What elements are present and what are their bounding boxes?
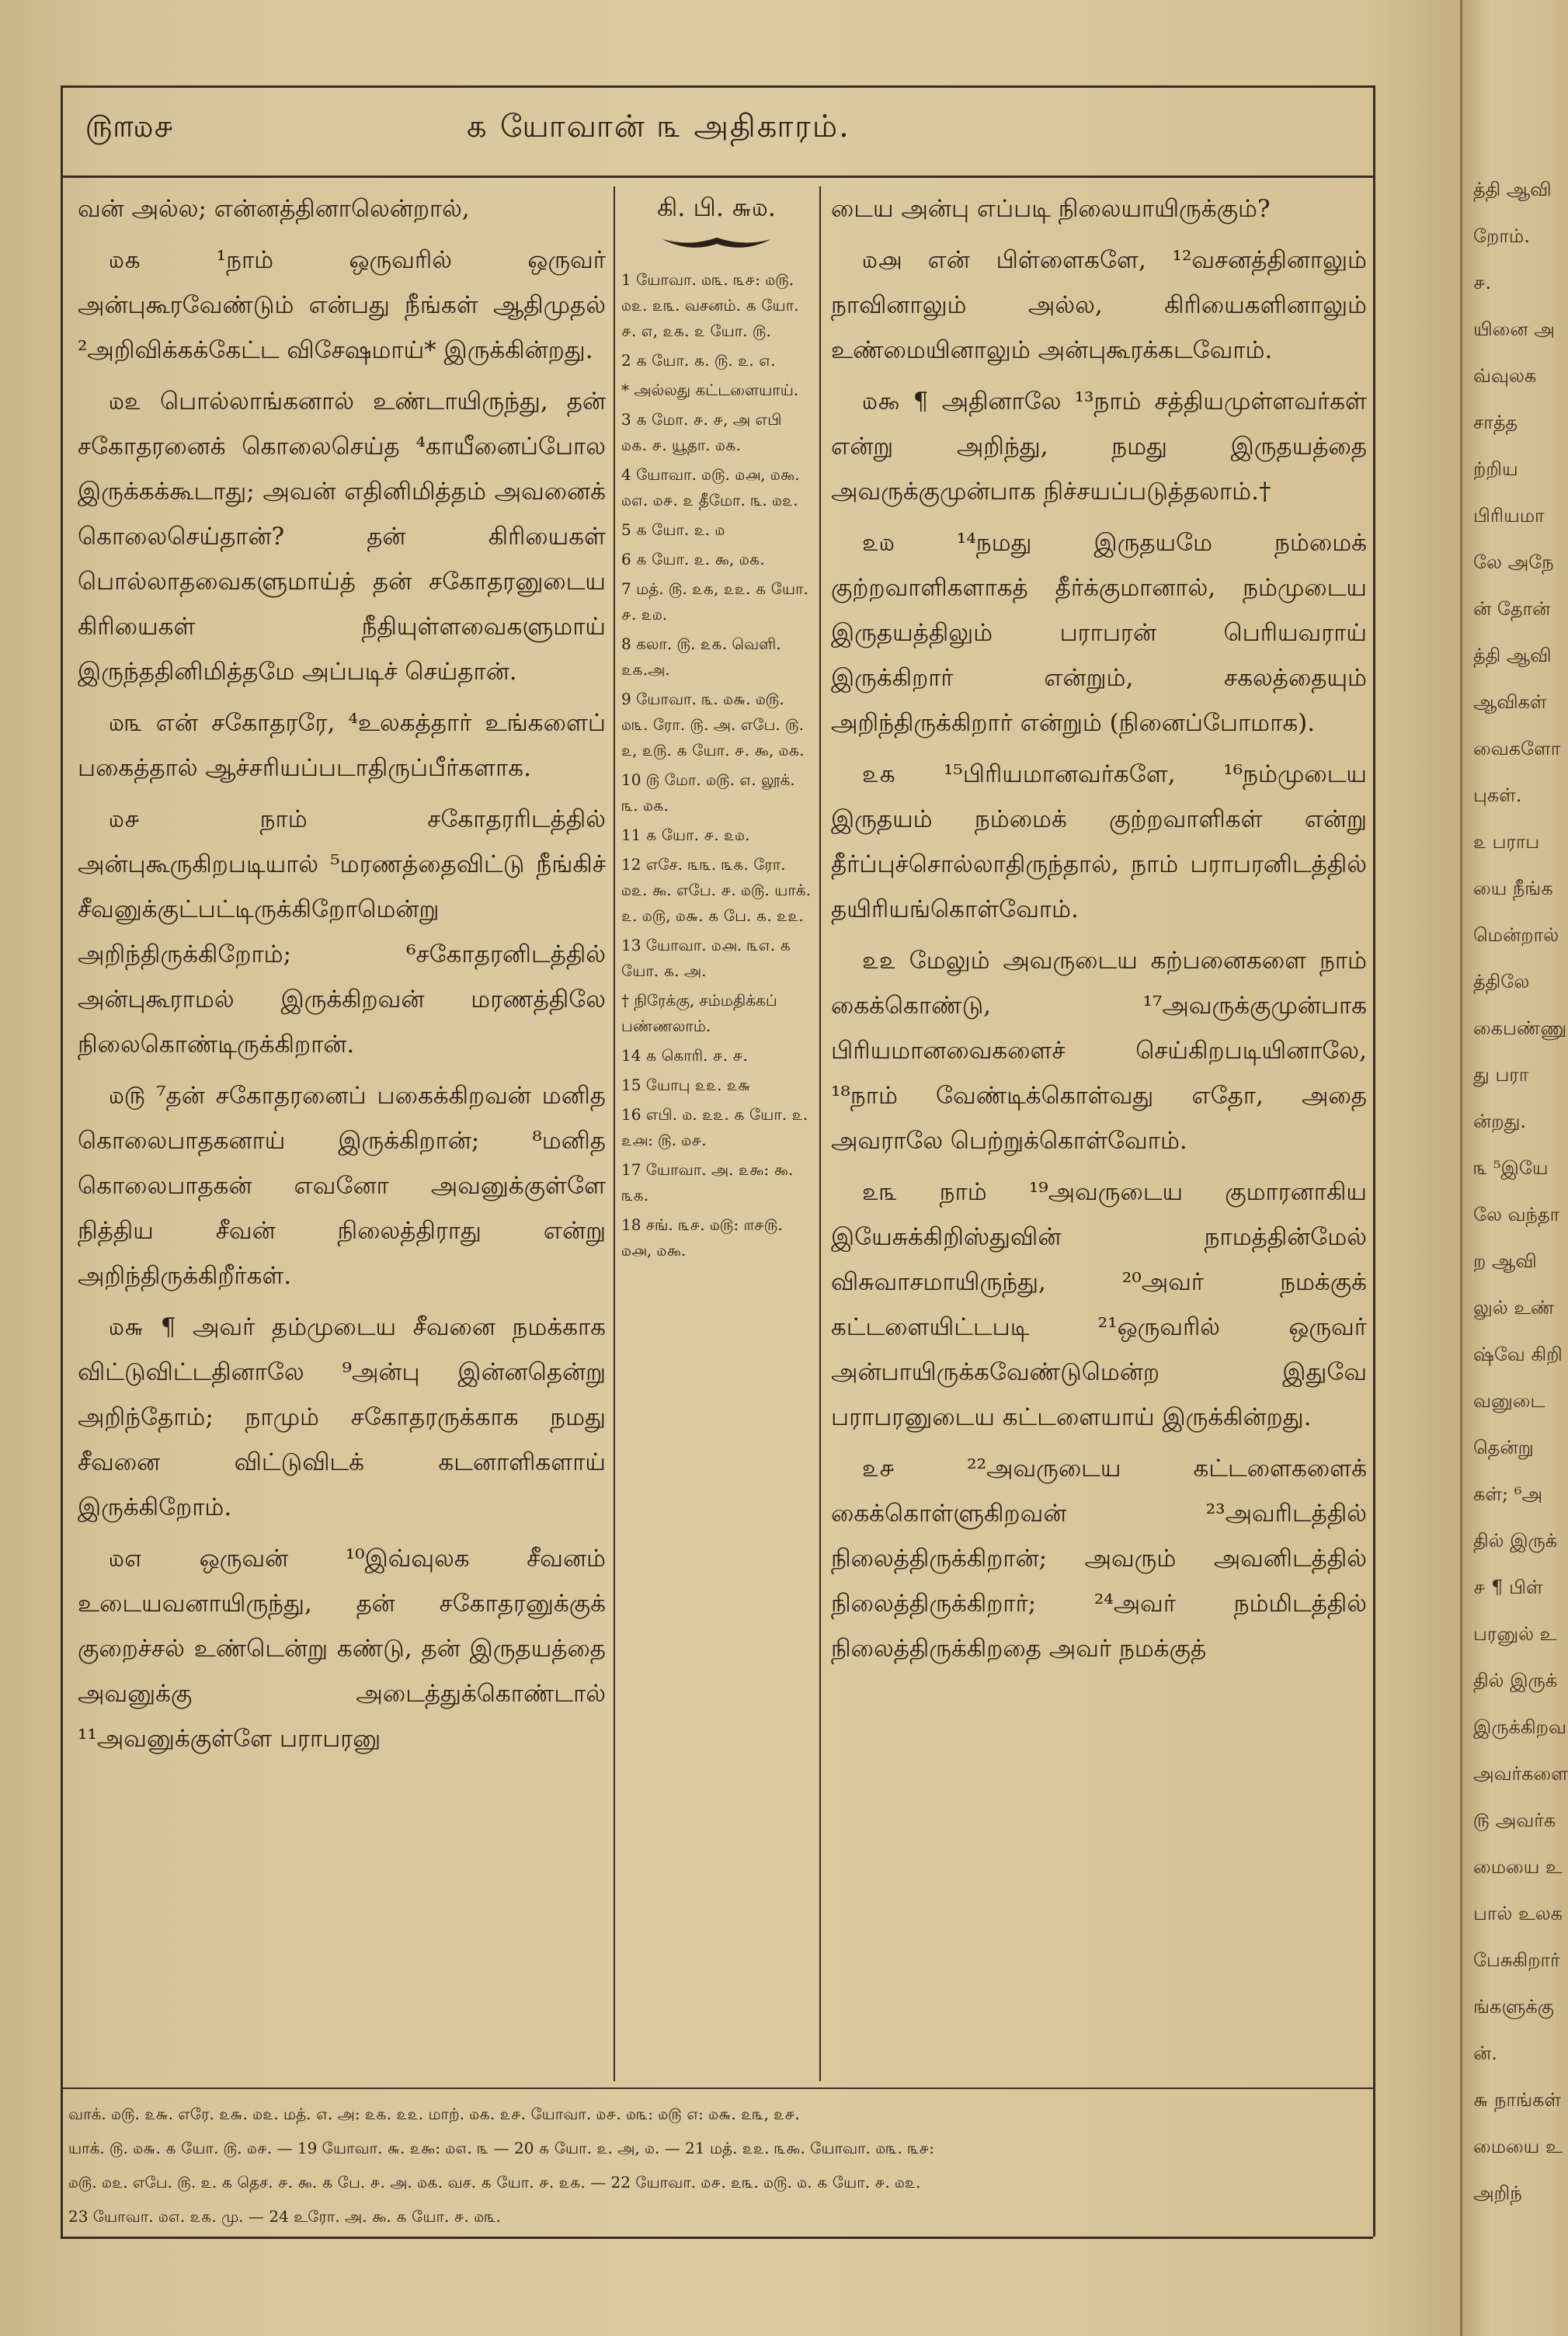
right-text-column bbox=[831, 186, 1367, 1677]
verse-paragraph: ௰௭ ஒருவன் ¹⁰இவ்வுலக சீவனம் உடையவனாயிருந்து, தன் சகோதரனுக்குக் குறைச்சல் உண்டென்று கண்டு, தன் இருதயத்தை அவனுக்கு அடைத்துக்கொண்டால் ¹¹அவனுக்குள்ளே பராபரனு bbox=[78, 1545, 606, 1753]
adjacent-page-fragment: சாத்த bbox=[1473, 412, 1518, 433]
verse-paragraph: டைய அன்பு எப்படி நிலையாயிருக்கும்? bbox=[831, 195, 1271, 223]
adjacent-page-fragment: ன். bbox=[1473, 2042, 1497, 2064]
adjacent-page-fragment: மையை உ bbox=[1473, 1856, 1563, 1878]
adjacent-page-fragment: ங்களுக்கு bbox=[1473, 1996, 1554, 2018]
adjacent-page-fragment: த்திலே bbox=[1473, 971, 1530, 992]
flourish-ornament-icon bbox=[659, 231, 775, 253]
verse-paragraph: ௨௧ ¹⁵பிரியமானவர்களே, ¹⁶நம்முடைய இருதயம் நம்மைக் குற்றவாளிகள் என்று தீர்ப்புச்சொல்லாதிருந்தால், நாம் பராபரனிடத்தில் தயிரியங்கொள்வோம். bbox=[831, 760, 1367, 923]
column-divider-left bbox=[614, 186, 615, 2081]
frame-rule-top bbox=[61, 85, 1373, 88]
verse-paragraph: வன் அல்ல; என்னத்தினாலென்றால், bbox=[78, 195, 470, 223]
cross-reference: 4 யோவா. ௰௫. ௰௮, ௰௯. ௰௭. ௰௪. ௨ தீமோ. ௩. ௰௨. bbox=[621, 465, 800, 509]
verse-paragraph: ௨௩ நாம் ¹⁹அவருடைய குமாரனாகிய இயேசுக்கிறிஸ்துவின் நாமத்தின்மேல் விசுவாசமாயிருந்து, ²⁰அவர் நமக்குக் கட்டளையிட்டபடி ²¹ஒருவரில் ஒருவர் அன்பாயிருக்கவேண்டுமென்ற இதுவே பராபரனுடைய கட்டளையாய் இருக்கின்றது. bbox=[831, 1178, 1367, 1431]
adjacent-page-fragment: ற்றிய bbox=[1473, 458, 1518, 480]
column-divider-right bbox=[819, 186, 821, 2081]
header-rule bbox=[61, 176, 1373, 178]
frame-rule-left bbox=[61, 85, 63, 2237]
footnote-line: வாக். ௰௫. ௨௬. எரே. ௨௬. ௰௨. மத். ௭. அ: ௨௧. ௨௨. மாற். ௰௧. ௨௪. யோவா. ௰௪. ௰௩: ௰௫ ௭: ௰௬. ௨௩, ௨௪. bbox=[68, 2105, 800, 2123]
footnote-rule bbox=[61, 2087, 1373, 2089]
verse-paragraph: ௰௪ நாம் சகோதரரிடத்தில் அன்புகூருகிறபடியால் ⁵மரணத்தைவிட்டு நீங்கிச் சீவனுக்குட்பட்டிருக்கிறோமென்று அறிந்திருக்கிறோம்; ⁶சகோதரனிடத்தில் அன்புகூராமல் இருக்கிறவன் மரணத்திலே நிலைகொண்டிருக்கிறான். bbox=[78, 805, 606, 1058]
adjacent-page-fragment: ௩ ⁵இயே bbox=[1473, 1157, 1549, 1179]
adjacent-page-fragment: லே அநே bbox=[1473, 551, 1554, 573]
verse-paragraph: ௰௧ ¹நாம் ஒருவரில் ஒருவர் அன்புகூரவேண்டும் என்பது நீங்கள் ஆதிமுதல் ²அறிவிக்கக்கேட்ட விசேஷமாய்* இருக்கின்றது. bbox=[78, 246, 606, 364]
adjacent-page-fragment: யை நீங்க bbox=[1473, 878, 1553, 899]
verse-paragraph: ௰௮ என் பிள்ளைகளே, ¹²வசனத்தினாலும் நாவினாலும் அல்ல, கிரியைகளினாலும் உண்மையினாலும் அன்புகூரக்கடவோம். bbox=[831, 246, 1367, 364]
adjacent-page-fragment: இருக்கிறவ bbox=[1473, 1716, 1566, 1738]
adjacent-page-fragment: பிரியமா bbox=[1473, 505, 1545, 527]
adjacent-page-fragment: ஷ்வே கிறி bbox=[1473, 1344, 1563, 1365]
adjacent-page-fragment: ன்றது. bbox=[1473, 1111, 1527, 1132]
adjacent-page-fragment: அறிந் bbox=[1473, 2182, 1522, 2204]
cross-reference: 3 ௧ மோ. ௪. ௪, அ எபி ௰௧. ௪. யூதா. ௰௧. bbox=[621, 410, 782, 454]
cross-reference: 18 சங். ௩௪. ௰௫: ௱௪௫. ௰௮, ௰௯. bbox=[621, 1215, 783, 1260]
frame-rule-right bbox=[1373, 85, 1375, 2237]
adjacent-page-fragment: யினை அ bbox=[1473, 318, 1555, 340]
adjacent-page-fragment: ௪ ¶ பிள் bbox=[1473, 1576, 1543, 1598]
verse-paragraph: ௰௯ ¶ அதினாலே ¹³நாம் சத்தியமுள்ளவர்கள் என்று அறிந்து, நமது இருதயத்தை அவருக்குமுன்பாக நிச்சயப்படுத்தலாம்.† bbox=[831, 388, 1367, 506]
cross-reference: 2 ௧ யோ. ௧. ௫. ௨. ௭. bbox=[621, 351, 776, 370]
footnotes bbox=[68, 2097, 1365, 2233]
adjacent-page-fragment: தில் இருக் bbox=[1473, 1670, 1558, 1691]
verse-paragraph: ௨௪ ²²அவருடைய கட்டளைகளைக் கைக்கொள்ளுகிறவன் ²³அவரிடத்தில் நிலைத்திருக்கிறான்; அவரும் அவனிடத்தில் நிலைத்திருக்கிறார்; ²⁴அவர் நம்மிடத்தில் நிலைத்திருக்கிறதை அவர் நமக்குத் bbox=[831, 1455, 1367, 1663]
adjacent-page-fragment: ற ஆவி bbox=[1473, 1250, 1537, 1272]
adjacent-page-fragment: மையை உ bbox=[1473, 2136, 1563, 2157]
adjacent-page-fragment: த்தி ஆவி bbox=[1473, 179, 1552, 200]
cross-reference: 12 எசே. ௩௩. ௩௧. ரோ. ௰௨. ௯. எபே. ௪. ௰௫. யாக். ௨. ௰௫, ௰௬. ௧ பே. ௧. ௨௨. bbox=[621, 855, 811, 925]
cross-reference: 9 யோவா. ௩. ௰௬. ௰௫. ௰௩. ரோ. ௫. அ. எபே. ௫. ௨, ௨௫. ௧ யோ. ௪. ௯, ௰௧. bbox=[621, 690, 805, 760]
adjacent-page-fragment: வைகளோ bbox=[1473, 738, 1561, 760]
adjacent-page-fragment: ௨ பராப bbox=[1473, 831, 1540, 853]
adjacent-page-fragment: கைபண்ணு bbox=[1473, 1017, 1567, 1039]
adjacent-page-fragment: ௫ அவர்க bbox=[1473, 1809, 1556, 1831]
adjacent-page-fragment: ௬ நாங்கள் bbox=[1473, 2089, 1562, 2111]
adjacent-page-fragment: தென்று bbox=[1473, 1437, 1534, 1458]
adjacent-page-fragment: புகள். bbox=[1473, 784, 1522, 806]
adjacent-page-fragment: ன் தோன் bbox=[1473, 598, 1551, 620]
verse-paragraph: ௰௬ ¶ அவர் தம்முடைய சீவனை நமக்காக விட்டுவிட்டதினாலே ⁹அன்பு இன்னதென்று அறிந்தோம்; நாமும் சகோதரருக்காக நமது சீவனை விட்டுவிடக் கடனாளிகளாய் இருக்கிறோம். bbox=[78, 1313, 606, 1521]
adjacent-page-fragment: த்தி ஆவி bbox=[1473, 645, 1552, 666]
cross-reference-column bbox=[621, 186, 812, 1267]
verse-paragraph: ௰௨ பொல்லாங்கனால் உண்டாயிருந்து, தன் சகோதரனைக் கொலைசெய்த ⁴காயீனைப்போல இருக்கக்கூடாது; அவன் எதினிமித்தம் அவனைக் கொலைசெய்தான்? தன் கிரியைகள் பொல்லாதவைகளுமாய்த் தன் சகோதரனுடைய கிரியைகள் நீதியுள்ளவைகளுமாய் இருந்ததினிமித்தமே அப்படிச் செய்தான். bbox=[78, 388, 606, 686]
cross-reference: 7 மத். ௫. ௨௧, ௨௨. ௧ யோ. ௪. ௨௰. bbox=[621, 579, 808, 624]
cross-reference: * அல்லது கட்டளையாய். bbox=[621, 381, 799, 399]
frame-rule-bottom bbox=[61, 2237, 1373, 2239]
verse-paragraph: ௰௩ என் சகோதரரே, ⁴உலகத்தார் உங்களைப் பகைத்தால் ஆச்சரியப்படாதிருப்பீர்களாக. bbox=[78, 709, 606, 782]
adjacent-page-fragment: து பரா bbox=[1473, 1064, 1529, 1086]
footnote-line: 23 யோவா. ௰௭. ௨௧. மு. — 24 உரோ. அ. ௯. ௧ யோ. ௪. ௰௩. bbox=[68, 2207, 501, 2226]
adjacent-page-fragment: றோம். bbox=[1473, 225, 1530, 247]
cross-reference: 11 ௧ யோ. ௪. ௨௰. bbox=[621, 826, 750, 844]
adjacent-page-fragment: வ்வுலக bbox=[1473, 365, 1537, 387]
adjacent-page-fragment: ௪. bbox=[1473, 272, 1492, 294]
adjacent-page-edge bbox=[1460, 0, 1568, 2336]
cross-reference: 1 யோவா. ௰௩. ௩௪: ௰௫. ௰௨. ௨௩. வசனம். ௧ யோ. ௪. ௭, ௨௧. ௨ யோ. ௫. bbox=[621, 270, 799, 340]
footnote-line: ௰௫. ௰௨. எபே. ௫. ௨. ௧ தெச. ௪. ௯. ௧ பே. ௪. அ. ௰௧. வச. ௧ யோ. ௪. ௨௧. — 22 யோவா. ௰௪. ௨௩. ௰௫. ௰. ௧ யோ. ௪. ௰௨. bbox=[68, 2173, 921, 2192]
cross-reference: 6 ௧ யோ. ௨. ௯, ௰௧. bbox=[621, 550, 765, 568]
adjacent-page-fragment: பால் உலக bbox=[1473, 1903, 1563, 1924]
adjacent-page-fragment: பரனுல் உ bbox=[1473, 1623, 1557, 1645]
adjacent-page-fragment: வனுடை bbox=[1473, 1390, 1545, 1412]
cross-reference: † நிரேக்கு, சம்மதிக்கப் பண்ணலாம். bbox=[621, 991, 777, 1035]
adjacent-page-fragment: கள்; ⁶அ bbox=[1473, 1483, 1543, 1505]
cross-reference: 17 யோவா. அ. ௨௯: ௯. ௩௧. bbox=[621, 1160, 794, 1204]
cross-reference: 15 யோபு ௨௨. ௨௬ bbox=[621, 1076, 751, 1094]
cross-reference: 5 ௧ யோ. ௨. ௰ bbox=[621, 520, 725, 539]
left-text-column bbox=[78, 186, 606, 1768]
footnote-line: யாக். ௫. ௰௬. ௧ யோ. ௫. ௰௪. — 19 யோவா. ௬. ௨௯: ௰௭. ௩ — 20 ௧ யோ. ௨. அ, ௰. — 21 மத். ௨௨. ௩௯. யோவா. ௰௩. ௩௪: bbox=[68, 2139, 935, 2157]
cross-reference: 8 கலா. ௫. ௨௧. வெளி. ௨௧.அ. bbox=[621, 634, 781, 679]
adjacent-page-fragment: தில் இருக் bbox=[1473, 1530, 1558, 1552]
date-heading: கி. பி. ௬௰. bbox=[657, 193, 776, 222]
page-number: ௫௱௰௪ bbox=[85, 109, 174, 144]
verse-paragraph: ௨௰ ¹⁴நமது இருதயமே நம்மைக் குற்றவாளிகளாகத் தீர்க்குமானால், நம்முடைய இருதயத்திலும் பராபரன் பெரியவராய் இருக்கிறார் என்றும், சகலத்தையும் அறிந்திருக்கிறார் என்றும் (நினைப்போமாக). bbox=[831, 529, 1367, 737]
cross-reference: 14 ௧ கொரி. ௪. ௪. bbox=[621, 1046, 748, 1065]
adjacent-page-fragment: மென்றால் bbox=[1473, 924, 1559, 946]
adjacent-page-fragment: ஆவிகள் bbox=[1473, 691, 1547, 713]
adjacent-page-fragment: லுல் உண் bbox=[1473, 1297, 1555, 1319]
adjacent-page-fragment: லே வந்தா bbox=[1473, 1204, 1560, 1225]
adjacent-page-fragment: அவர்களை bbox=[1473, 1763, 1568, 1785]
verse-paragraph: ௨௨ மேலும் அவருடைய கற்பனைகளை நாம் கைக்கொண்டு, ¹⁷அவருக்குமுன்பாக பிரியமானவைகளைச் செய்கிறபடியினாலே, ¹⁸நாம் வேண்டிக்கொள்வது எதோ, அதை அவராலே பெற்றுக்கொள்வோம். bbox=[831, 947, 1367, 1155]
cross-reference: 16 எபி. ௰. ௨௨. ௧ யோ. ௨. ௨௮: ௫. ௰௪. bbox=[621, 1105, 808, 1149]
verse-paragraph: ௰௫ ⁷தன் சகோதரனைப் பகைக்கிறவன் மனித கொலைபாதகனாய் இருக்கிறான்; ⁸மனித கொலைபாதகன் எவனோ அவனுக்குள்ளே நித்திய சீவன் நிலைத்திராது என்று அறிந்திருக்கிறீர்கள். bbox=[78, 1082, 606, 1290]
cross-reference: 13 யோவா. ௰௮. ௩௭. ௧ யோ. ௧. அ. bbox=[621, 936, 791, 980]
page-title: ௧ யோவான் ௩ அதிகாரம். bbox=[466, 109, 850, 144]
adjacent-page-fragment: பேசுகிறார் bbox=[1473, 1949, 1560, 1971]
cross-reference: 10 ௫ மோ. ௰௫. ௭. லூக். ௩. ௰௧. bbox=[621, 770, 795, 815]
